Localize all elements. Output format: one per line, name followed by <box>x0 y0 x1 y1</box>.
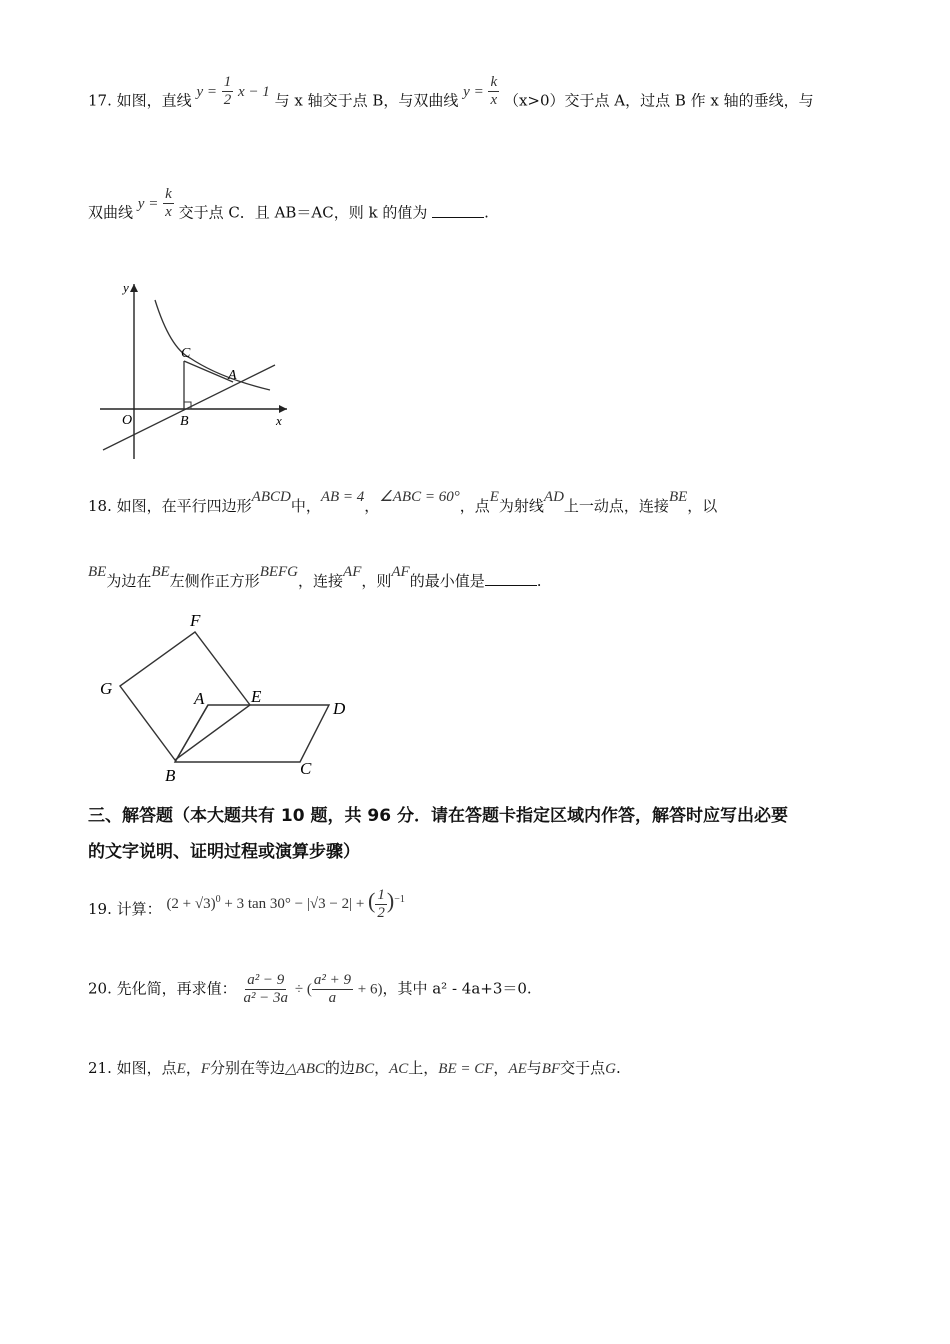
q18-math-af: AF <box>391 564 410 580</box>
q18-math-af: AF <box>343 564 362 580</box>
q21-math-e: E <box>176 1061 186 1077</box>
section-heading-line1: 三、解答题（本大题共有 10 题，共 96 分．请在答题卡指定区域内作答，解答时应写出必要 <box>88 806 788 826</box>
q18-text: ，连接 <box>298 572 344 590</box>
q21-math-ae: AE <box>508 1061 527 1077</box>
point-e-label: E <box>251 687 262 706</box>
q18-text: 的最小值是 <box>409 572 485 590</box>
q18-math-befg: BEFG <box>259 564 299 580</box>
q18-line1 <box>88 489 718 516</box>
x-label: x <box>276 413 282 428</box>
q20-condition: ，其中 a² - 4a+3＝0. <box>382 979 532 998</box>
square-befg <box>120 632 250 760</box>
q19-label: 计算： <box>116 899 162 918</box>
q18-math-ab: AB = 4 <box>320 489 365 505</box>
q21-math-f: F <box>200 1061 211 1077</box>
q18-number: 18. <box>88 497 112 515</box>
q18-math-be: BE <box>151 564 170 580</box>
q21-text: 分别在等边 <box>210 1059 286 1077</box>
q17-text: 双曲线 <box>88 203 134 222</box>
q21-math-bf: BF <box>541 1061 561 1077</box>
q21-math-bc: BC <box>354 1061 375 1077</box>
q17-text: 如图，直线 <box>116 91 192 110</box>
q18-line2 <box>88 564 542 591</box>
q17-hyp-lhs: y = <box>463 83 484 100</box>
figure-18 <box>95 608 365 788</box>
q17-hyp-fraction: $\frac{k}{x}$ <box>490 74 498 108</box>
q21-text: 如图，点 <box>116 1059 177 1077</box>
q17-hyp-lhs: y = <box>137 195 159 212</box>
answer-blank <box>485 573 537 586</box>
answer-blank <box>432 205 484 218</box>
point-a-label: A <box>228 368 237 383</box>
q18-math-abcd: ABCD <box>251 489 291 505</box>
q21-text: ， <box>493 1059 509 1077</box>
q20-fraction-1: $\frac{\text{a² − 9}}{\text{a² − 3a}}$ <box>243 972 289 1006</box>
q21-math-abc: △ABC <box>285 1061 325 1077</box>
q21-text: . <box>615 1059 621 1077</box>
q17-text: 与 x 轴交于点 B，与双曲线 <box>274 91 459 110</box>
q21-text: ， <box>374 1059 390 1077</box>
q19-expression: $(2 + √3)^0 + 3$ tan 30° − |√3 − 2| + ( $\frac{1}{2}$ )$^{-1}$ <box>166 887 405 921</box>
origin-label: O <box>122 413 133 428</box>
q19-exponent-0: 0 <box>215 893 221 905</box>
segment-ca <box>184 361 233 382</box>
q21-text: 与 <box>526 1059 542 1077</box>
segment-ab <box>175 705 208 762</box>
q21-text: ， <box>185 1059 201 1077</box>
y-label: y <box>123 280 129 295</box>
q19-middle-terms: + 3 tan 30° − |√3 − 2| + <box>224 895 365 912</box>
q17-period: . <box>484 203 489 222</box>
q18-math-e: E <box>489 489 499 505</box>
point-c-label: C <box>300 759 312 778</box>
q18-text: 如图，在平行四边形 <box>116 497 252 515</box>
q18-text: 左侧作正方形 <box>169 572 260 590</box>
q21-text: 交于点 <box>560 1059 606 1077</box>
q21-math-be-cf: BE = CF <box>438 1061 494 1077</box>
q20-operator: ÷ ( <box>294 981 312 998</box>
point-f-label: F <box>190 611 201 630</box>
q21-math-ac: AC <box>389 1061 409 1077</box>
section-heading-line2: 的文字说明、证明过程或演算步骤） <box>88 842 360 862</box>
q21-line <box>88 1057 621 1078</box>
q20-number: 20. <box>88 979 112 998</box>
q18-text: ，则 <box>361 572 392 590</box>
point-a-label: A <box>194 689 205 708</box>
q19-number: 19. <box>88 899 112 918</box>
q18-text: 为射线 <box>498 497 544 515</box>
figure-17 <box>95 278 295 464</box>
q18-math-ad: AD <box>543 489 564 505</box>
point-b-label: B <box>165 766 176 785</box>
q17-line-eq-fraction: $\frac{1}{2}$ <box>223 74 232 108</box>
q18-text: 为边在 <box>106 572 152 590</box>
q20-line <box>88 972 532 1007</box>
q17-hyp-fraction-2: $\frac{k}{x}$ <box>165 186 172 220</box>
q18-text: ， <box>364 497 380 515</box>
line-ab <box>103 365 275 450</box>
point-g-label: G <box>100 679 113 698</box>
q20-tail: + 6) <box>357 981 383 998</box>
parallelogram-abcd <box>175 705 329 762</box>
q21-number: 21. <box>88 1059 112 1077</box>
q19-line <box>88 887 405 928</box>
q18-text: 中， <box>290 497 321 515</box>
point-d-label: D <box>333 699 346 718</box>
q20-label: 先化简，再求值： <box>116 979 237 998</box>
q18-text: 上一动点，连接 <box>563 497 669 515</box>
q19-paren-term: (2 + √3) <box>166 895 216 912</box>
q18-math-be: BE <box>668 489 688 505</box>
q17-text: （x>0）交于点 A，过点 B 作 x 轴的垂线，与 <box>503 91 814 110</box>
q17-text: 交于点 C．且 AB＝AC，则 k 的值为 <box>178 203 428 222</box>
q18-text: ，以 <box>687 497 718 515</box>
q17-number: 17. <box>88 91 112 110</box>
q18-math-be: BE <box>88 564 107 580</box>
q21-math-g: G <box>605 1061 616 1077</box>
point-b-label: B <box>180 414 189 429</box>
q20-fraction-2: $\frac{\text{a² + 9}}{a}$ <box>313 972 351 1006</box>
q21-text: 上， <box>408 1059 439 1077</box>
q18-text: ，点 <box>459 497 490 515</box>
q17-line-eq-lhs: y = <box>196 83 217 100</box>
q17-line-eq-rhs: x − 1 <box>238 83 270 100</box>
q19-fraction: $\frac{1}{2}$ <box>377 887 385 921</box>
point-c-label: C <box>181 346 191 361</box>
q18-period: . <box>536 572 542 590</box>
q17-line1 <box>88 74 814 119</box>
q21-text: 的边 <box>324 1059 355 1077</box>
q19-exponent-neg1: −1 <box>394 893 405 905</box>
q17-line2 <box>88 186 489 231</box>
q18-math-angle: ∠ABC = 60° <box>379 489 460 505</box>
